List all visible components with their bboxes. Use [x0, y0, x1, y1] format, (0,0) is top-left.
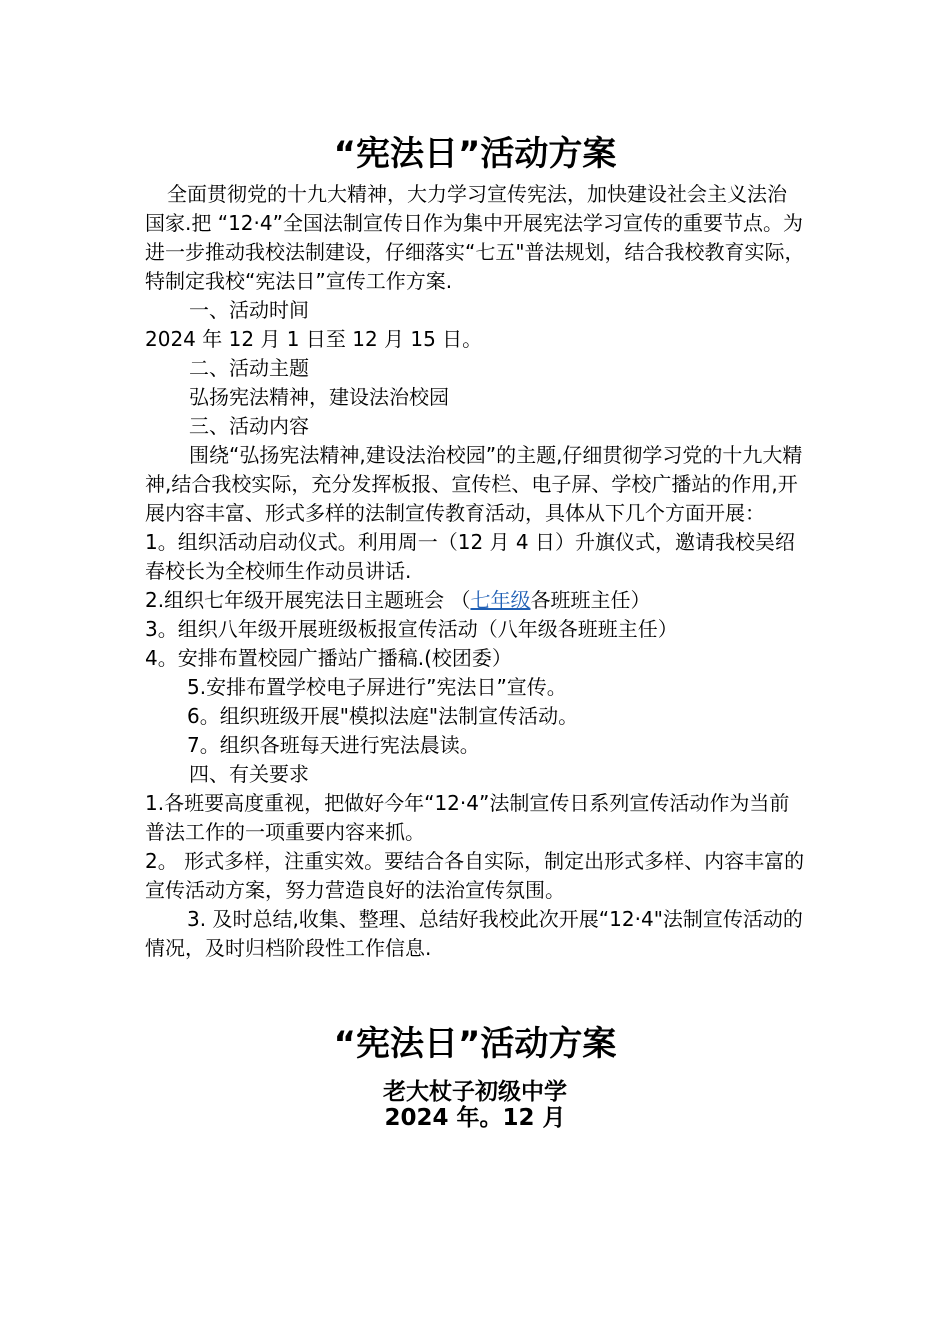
- activity-content-paragraph: 围绕“弘扬宪法精神,建设法治校园”的主题,仔细贯彻学习党的十九大精神,结合我校实际，充分发挥板报、宣传栏、电子屏、学校广播站的作用,开展内容丰富、形式多样的法制宣传教育活动，具体从下几个方面开展：: [145, 443, 803, 525]
- content-item-7: 7。组织各班每天进行宪法晨读。: [187, 733, 480, 757]
- activity-time-text: 2024 年 12 月 1 日至 12 月 15 日。: [145, 327, 483, 351]
- section-heading-content: 三、活动内容: [189, 414, 309, 438]
- content-item-1: 1。组织活动启动仪式。利用周一（12 月 4 日）升旗仪式，邀请我校吴绍春校长为全校师生作动员讲话.: [145, 530, 795, 583]
- activity-theme-text: 弘扬宪法精神，建设法治校园: [189, 385, 449, 409]
- requirement-1: 1.各班要高度重视，把做好今年“12·4”法制宣传日系列宣传活动作为当前普法工作的一项重要内容来抓。: [145, 791, 790, 844]
- requirement-3: 3. 及时总结,收集、整理、总结好我校此次开展“12·4"法制宣传活动的情况，及时归档阶段性工作信息.: [145, 907, 803, 960]
- grade-seven-link[interactable]: 七年级: [470, 588, 531, 612]
- content-item-6: 6。组织班级开展"模拟法庭"法制宣传活动。: [187, 704, 579, 728]
- document-title: “宪法日”活动方案: [333, 134, 617, 174]
- document-body: [145, 180, 805, 963]
- content-item-4: 4。安排布置校园广播站广播稿.(校团委）: [145, 646, 512, 670]
- section-heading-requirements: 四、有关要求: [189, 762, 309, 786]
- section-heading-time: 一、活动时间: [189, 298, 309, 322]
- content-item-2-prefix: 2.组织七年级开展宪法日主题班会 （: [145, 588, 471, 612]
- document-date: 2024 年。12 月: [384, 1105, 566, 1131]
- content-item-3: 3。组织八年级开展班级板报宣传活动（八年级各班班主任）: [145, 617, 678, 641]
- cover-title: “宪法日”活动方案: [333, 1024, 617, 1064]
- content-item-2-suffix: 各班班主任）: [530, 588, 651, 612]
- intro-paragraph: 全面贯彻党的十九大精神，大力学习宣传宪法，加快建设社会主义法治国家.把 “12·4”全国法制宣传日作为集中开展宪法学习宣传的重要节点。为进一步推动我校法制建设，仔细落实“七五"普法规划，结合我校教育实际，特制定我校“宪法日”宣传工作方案.: [145, 182, 805, 293]
- section-heading-theme: 二、活动主题: [189, 356, 309, 380]
- requirement-2: 2。 形式多样，注重实效。要结合各自实际，制定出形式多样、内容丰富的宣传活动方案，努力营造良好的法治宣传氛围。: [145, 849, 805, 902]
- content-item-5: 5.安排布置学校电子屏进行”宪法日”宣传。: [187, 675, 567, 699]
- content-item-2: [145, 586, 805, 615]
- school-name: 老大杖子初级中学: [383, 1079, 567, 1105]
